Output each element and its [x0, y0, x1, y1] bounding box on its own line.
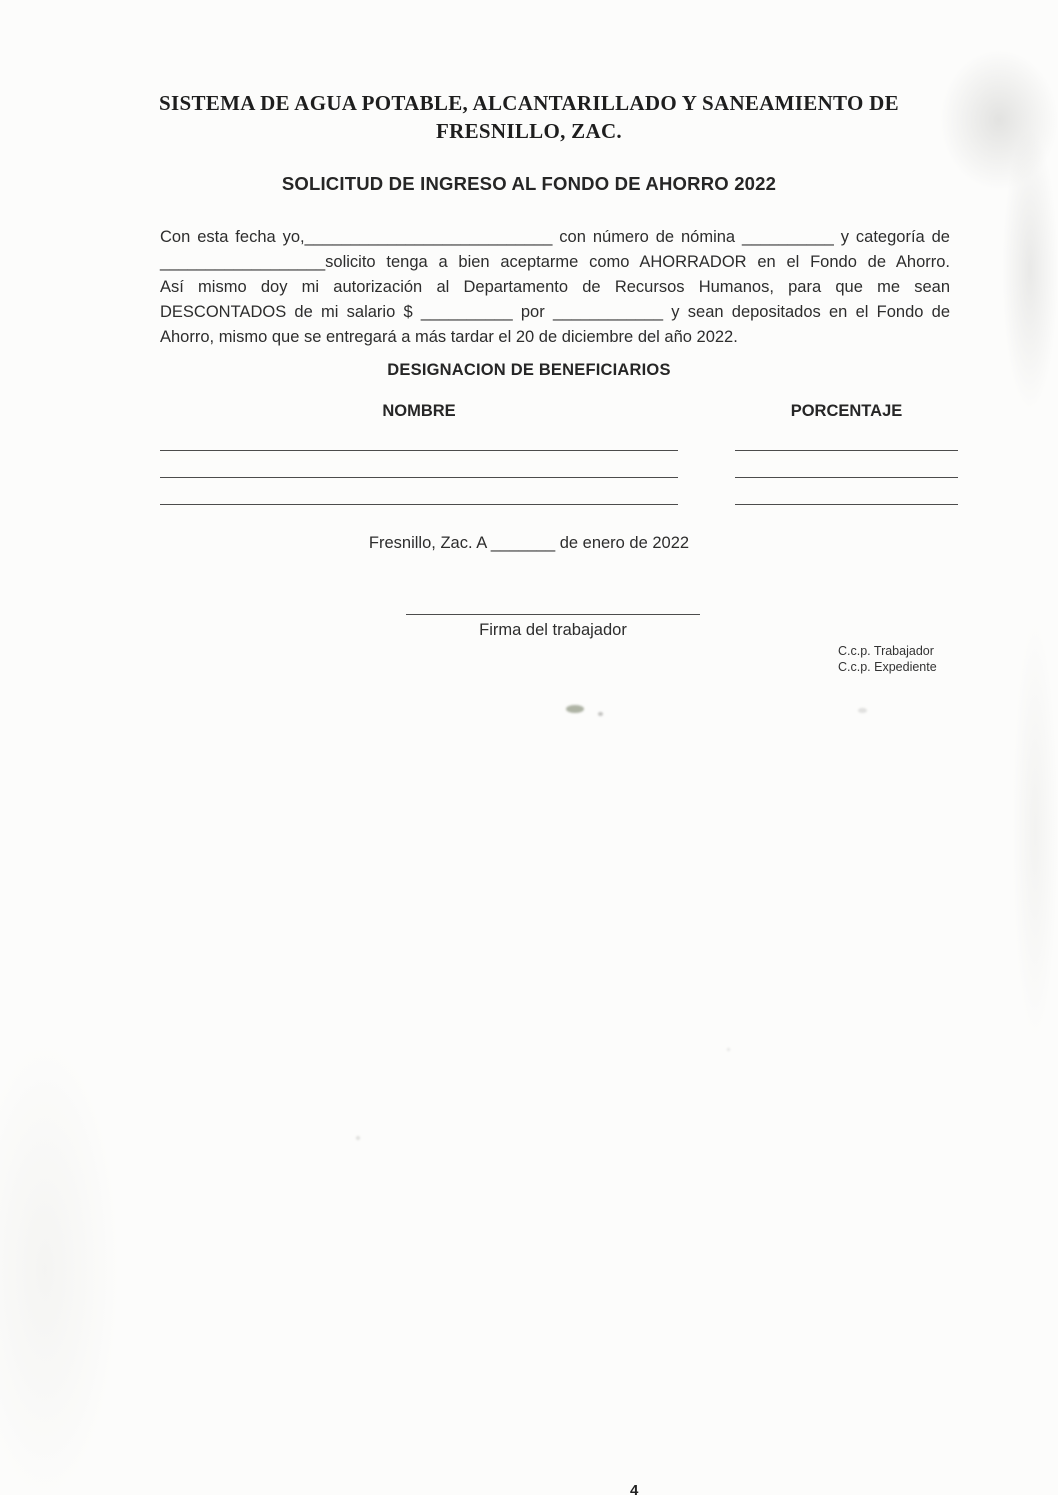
scan-smudge — [858, 708, 867, 713]
scan-artifact — [1012, 620, 1058, 1040]
beneficiary-percentage-line — [735, 477, 958, 478]
place-date-line: Fresnillo, Zac. A _______ de enero de 2022 — [368, 534, 690, 552]
signature-line — [406, 614, 700, 615]
title-line-1: SISTEMA DE AGUA POTABLE, ALCANTARILLADO Y SANEAMIENTO DE — [159, 91, 899, 115]
form-subtitle: SOLICITUD DE INGRESO AL FONDO DE AHORRO 2022 — [281, 173, 777, 194]
scan-smudge — [356, 1136, 360, 1140]
footer-mark: 4 — [630, 1482, 639, 1495]
column-header-porcentaje: PORCENTAJE — [790, 402, 903, 420]
paragraph-line: Con esta fecha yo,___________________________ con número de nómina __________ y categoría de — [160, 228, 950, 246]
document-title — [0, 89, 1058, 145]
scan-smudge — [727, 1048, 730, 1051]
beneficiary-percentage-line — [735, 450, 958, 451]
paragraph-line: Así mismo doy mi autorización al Departamento de Recursos Humanos, para que me sean — [160, 278, 950, 296]
beneficiary-percentage-line — [735, 504, 958, 505]
beneficiary-name-line — [160, 504, 678, 505]
signature-label: Firma del trabajador — [479, 621, 627, 639]
beneficiaries-heading: DESIGNACION DE BENEFICIARIOS — [387, 361, 671, 379]
paragraph-line: DESCONTADOS de mi salario $ __________ por ____________ y sean depositados en el Fondo de — [160, 303, 950, 321]
beneficiary-name-line — [160, 450, 678, 451]
scan-smudge — [566, 705, 584, 713]
body-paragraph — [160, 225, 950, 350]
ccp-line: C.c.p. Trabajador — [838, 644, 934, 658]
beneficiary-name-line — [160, 477, 678, 478]
scan-smudge — [598, 712, 603, 716]
paragraph-line: Ahorro, mismo que se entregará a más tardar el 20 de diciembre del año 2022. — [160, 328, 738, 346]
scan-artifact — [0, 1040, 120, 1495]
ccp-line: C.c.p. Expediente — [838, 660, 937, 674]
paragraph-line: __________________solicito tenga a bien aceptarme como AHORRADOR en el Fondo de Ahorro. — [160, 253, 950, 271]
ccp-block — [838, 643, 937, 675]
title-line-2: FRESNILLO, ZAC. — [436, 119, 622, 143]
column-header-nombre: NOMBRE — [382, 402, 456, 420]
